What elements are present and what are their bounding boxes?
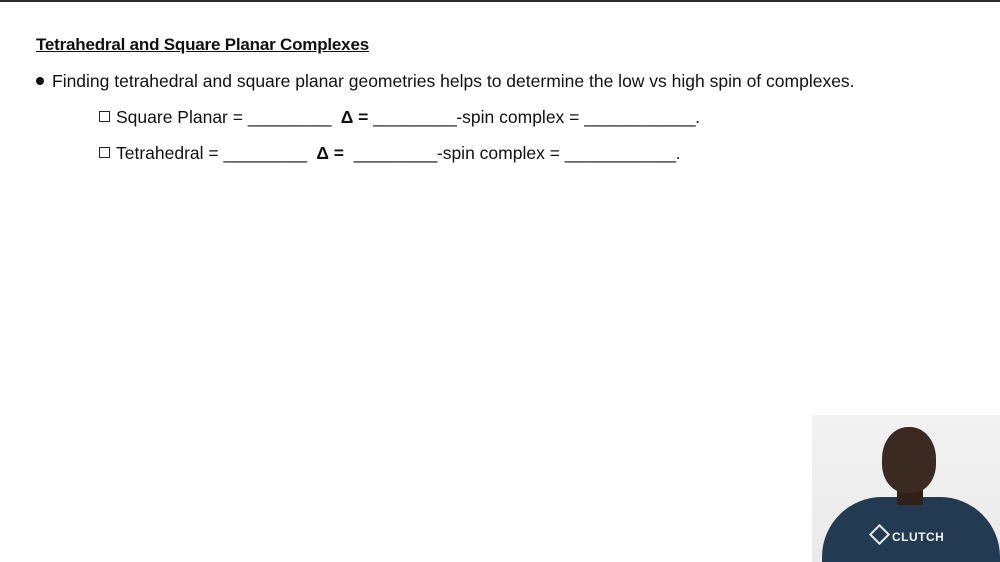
checkbox-icon — [99, 147, 110, 158]
spin-label: -spin complex = — [456, 107, 580, 127]
top-divider — [0, 0, 1000, 2]
shirt-logo-text: CLUTCH — [892, 530, 945, 544]
fill-in-blank: _________ — [353, 143, 437, 163]
bullet-icon — [36, 77, 44, 85]
hexagon-icon — [869, 524, 890, 545]
bullet-point — [36, 71, 855, 92]
fill-in-blank: _________ — [223, 143, 307, 163]
presenter-head — [882, 427, 936, 493]
spin-label: -spin complex = — [436, 143, 560, 163]
fill-in-blank: ____________ — [584, 107, 696, 127]
item-label: Square Planar = — [116, 107, 243, 127]
delta-label: Δ = — [316, 143, 345, 163]
period: . — [675, 143, 681, 163]
shirt-logo — [872, 527, 944, 544]
section-title: Tetrahedral and Square Planar Complexes — [36, 35, 369, 54]
tetrahedral-item — [99, 143, 680, 164]
delta-label: Δ = — [340, 107, 369, 127]
period: . — [695, 107, 700, 127]
bullet-text: Finding tetrahedral and square planar geometries helps to determine the low vs high spin of complexes. — [52, 71, 855, 91]
checkbox-icon — [99, 111, 110, 122]
square-planar-item — [99, 107, 700, 128]
fill-in-blank: ____________ — [564, 143, 676, 163]
item-label: Tetrahedral = — [116, 143, 219, 163]
fill-in-blank: _________ — [247, 107, 331, 127]
presenter-video — [812, 415, 1000, 562]
fill-in-blank: _________ — [373, 107, 457, 127]
